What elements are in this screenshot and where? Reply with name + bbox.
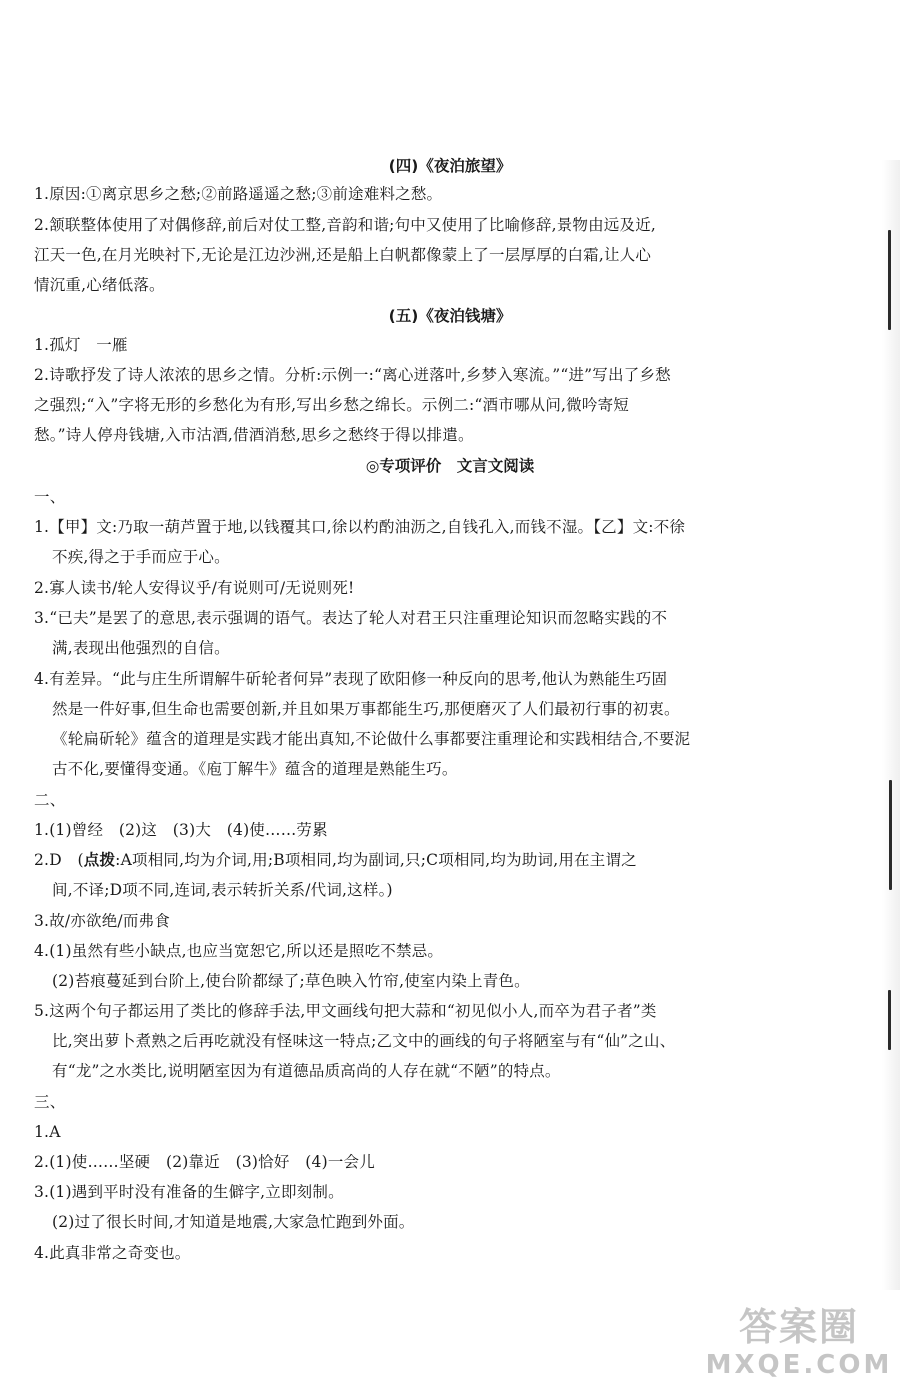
s5-line-1: 1.孤灯 一雁 <box>34 336 128 354</box>
p2-q2-line-1 <box>34 850 637 870</box>
s4-line-1: 1.原因:①离京思乡之愁;②前路遥遥之愁;③前途难料之愁。 <box>34 185 443 203</box>
p3-q4: 4.此真非常之奇变也。 <box>34 1244 191 1262</box>
s4-line-2: 2.颔联整体使用了对偶修辞,前后对仗工整,音韵和谐;句中又使用了比喻修辞,景物由远及近, <box>34 216 657 234</box>
p2-q1: 1.(1)曾经 (2)这 (3)大 (4)使……劳累 <box>34 821 328 839</box>
s5-line-4: 愁。”诗人停舟钱塘,入市沽酒,借酒消愁,思乡之愁终于得以排遣。 <box>34 426 474 444</box>
p2-q3: 3.故/亦欲绝/而弗食 <box>34 912 170 930</box>
s5-line-3: 之强烈;“入”字将无形的乡愁化为有形,写出乡愁之绵长。示例二:“酒市哪从问,微吟寄短 <box>34 396 629 414</box>
s5-line-2: 2.诗歌抒发了诗人浓浓的思乡之情。分析:示例一:“离心迸落叶,乡梦入寒流。”“进”写出了乡愁 <box>34 366 671 384</box>
p2-q2-text: :A项相同,均为介词,用;B项相同,均为副词,只;C项相同,均为助词,用在主谓之 <box>115 851 637 869</box>
p3-q3-line-2: (2)过了很长时间,才知道是地震,大家急忙跑到外面。 <box>52 1213 415 1231</box>
s4-line-3: 江天一色,在月光映衬下,无论是江边沙洲,还是船上白帆都像蒙上了一层厚厚的白霜,让人心 <box>34 246 652 264</box>
p1-q3-line-1: 3.“已夫”是罢了的意思,表示强调的语气。表达了轮人对君王只注重理论知识而忽略实践的不 <box>34 609 668 627</box>
p2-q5-line-1: 5.这两个句子都运用了类比的修辞手法,甲文画线句把大蒜和“初见似小人,而卒为君子者”类 <box>34 1002 657 1020</box>
p1-q2: 2.寡人读书/轮人安得议乎/有说则可/无说则死! <box>34 579 355 597</box>
p2-q5-line-3: 有“龙”之水类比,说明陋室因为有道德品质高尚的人存在就“不陋”的特点。 <box>52 1062 561 1080</box>
special-title: ◎专项评价 文言文阅读 <box>365 457 535 475</box>
watermark-main-text: 答案圈 <box>738 1305 859 1349</box>
p1-q4-line-1: 4.有差异。“此与庄生所谓解牛斫轮者何异”表现了欧阳修一种反向的思考,他认为熟能生巧固 <box>34 670 668 688</box>
p2-q2-prefix: 2.D ( <box>34 851 84 869</box>
watermark-sub-text: MXQE.COM <box>705 1350 893 1380</box>
p2-q2-hint-label: 点拨 <box>83 851 116 869</box>
section-title-4: (四)《夜泊旅望》 <box>388 157 512 175</box>
p1-q1-line-2: 不疾,得之于手而应于心。 <box>52 548 230 566</box>
part3-label: 三、 <box>34 1093 66 1111</box>
p2-q4-line-2: (2)苔痕蔓延到台阶上,使台阶都绿了;草色映入竹帘,使室内染上青色。 <box>52 972 530 990</box>
scan-edge-mark <box>889 780 892 890</box>
p2-q2-line-2: 间,不译;D项不同,连词,表示转折关系/代词,这样。) <box>52 881 393 899</box>
p2-q5-line-2: 比,突出萝卜煮熟之后再吃就没有怪味这一特点;乙文中的画线的句子将陋室与有“仙”之山、 <box>52 1032 676 1050</box>
p3-q1: 1.A <box>34 1123 61 1141</box>
p1-q3-line-2: 满,表现出他强烈的自信。 <box>52 639 230 657</box>
watermark-logo <box>704 1304 894 1384</box>
page-edge-shadow <box>882 160 900 1290</box>
scan-edge-mark <box>888 990 891 1050</box>
part1-label: 一、 <box>34 488 66 506</box>
section-title-5: (五)《夜泊钱塘》 <box>388 307 512 325</box>
s4-line-4: 情沉重,心绪低落。 <box>34 276 165 294</box>
p1-q4-line-4: 古不化,要懂得变通。《庖丁解牛》蕴含的道理是熟能生巧。 <box>52 760 458 778</box>
p1-q1-line-1: 1.【甲】文:乃取一葫芦置于地,以钱覆其口,徐以杓酌油沥之,自钱孔入,而钱不湿。【乙】文:不徐 <box>34 518 686 536</box>
p1-q4-line-2: 然是一件好事,但生命也需要创新,并且如果万事都能生巧,那便磨灭了人们最初行事的初衷。 <box>52 700 680 718</box>
scan-edge-mark <box>888 230 891 330</box>
p3-q3-line-1: 3.(1)遇到平时没有准备的生僻字,立即刻制。 <box>34 1183 344 1201</box>
p3-q2: 2.(1)使……坚硬 (2)靠近 (3)恰好 (4)一会儿 <box>34 1153 375 1171</box>
part2-label: 二、 <box>34 791 66 809</box>
p1-q4-line-3: 《轮扁斫轮》蕴含的道理是实践才能出真知,不论做什么事都要注重理论和实践相结合,不要泥 <box>52 730 691 748</box>
p2-q4-line-1: 4.(1)虽然有些小缺点,也应当宽恕它,所以还是照吃不禁忌。 <box>34 942 444 960</box>
